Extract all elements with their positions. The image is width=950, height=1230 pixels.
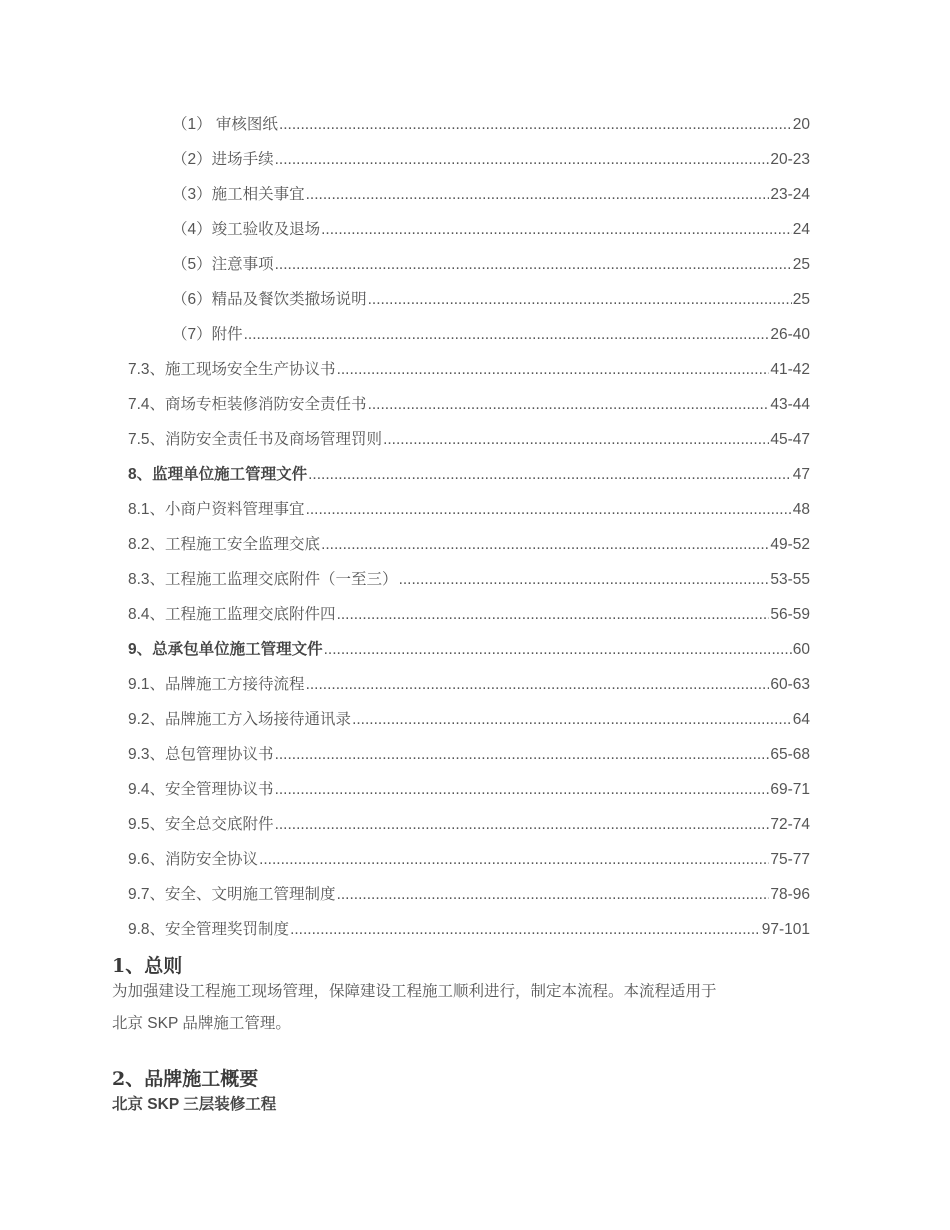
toc-entry[interactable] — [172, 177, 810, 212]
toc-dot-leader — [279, 107, 792, 142]
toc-entry-chapter[interactable] — [128, 457, 810, 492]
toc-entry-page: 20-23 — [770, 151, 810, 168]
toc-entry-label: （3）施工相关事宜 — [172, 186, 305, 203]
toc-dot-leader — [368, 282, 792, 317]
toc-entry-page: 41-42 — [770, 361, 810, 378]
toc-entry-page: 75-77 — [770, 851, 810, 868]
toc-entry-page: 48 — [792, 501, 810, 518]
toc-entry[interactable] — [128, 527, 810, 562]
toc-entry-page: 47 — [792, 466, 810, 483]
paragraph-line: 北京 SKP 品牌施工管理。 — [112, 1015, 291, 1032]
toc-entry-page: 60-63 — [770, 676, 810, 693]
toc-entry[interactable] — [128, 597, 810, 632]
toc-entry[interactable] — [172, 247, 810, 282]
toc-dot-leader — [324, 632, 792, 667]
toc-entry-page: 69-71 — [770, 781, 810, 798]
toc-entry-page: 60 — [792, 641, 810, 658]
toc-entry-label: （6）精品及餐饮类撤场说明 — [172, 291, 367, 308]
toc-dot-leader — [337, 877, 770, 912]
toc-entry[interactable] — [172, 212, 810, 247]
toc-entry[interactable] — [128, 352, 810, 387]
toc-entry[interactable] — [128, 807, 810, 842]
toc-entry-page: 20 — [792, 116, 810, 133]
toc-dot-leader — [352, 702, 792, 737]
toc-entry-chapter[interactable] — [128, 632, 810, 667]
toc-entry[interactable] — [128, 387, 810, 422]
toc-dot-leader — [275, 772, 770, 807]
toc-entry-label: 9.2、品牌施工方入场接待通讯录 — [128, 711, 352, 728]
toc-dot-leader — [399, 562, 770, 597]
toc-entry-page: 45-47 — [770, 431, 810, 448]
toc-entry-label: （2）进场手续 — [172, 151, 274, 168]
section-heading-general: 1、总则 — [112, 955, 183, 977]
toc-entry[interactable] — [172, 142, 810, 177]
toc-entry[interactable] — [128, 492, 810, 527]
toc-dot-leader — [275, 247, 792, 282]
toc-entry-label: 9.3、总包管理协议书 — [128, 746, 274, 763]
toc-dot-leader — [275, 807, 770, 842]
toc-entry-label: 9.7、安全、文明施工管理制度 — [128, 886, 336, 903]
toc-entry-label: 8.2、工程施工安全监理交底 — [128, 536, 321, 553]
toc-entry-page: 65-68 — [770, 746, 810, 763]
project-subtitle: 北京 SKP 三层装修工程 — [112, 1096, 277, 1113]
toc-entry-label: 8、监理单位施工管理文件 — [128, 466, 308, 483]
toc-dot-leader — [306, 492, 792, 527]
toc-dot-leader — [275, 142, 770, 177]
toc-dot-leader — [275, 737, 770, 772]
toc-entry[interactable] — [128, 737, 810, 772]
toc-entry[interactable] — [128, 422, 810, 457]
toc-entry-label: 7.5、消防安全责任书及商场管理罚则 — [128, 431, 383, 448]
toc-entry-page: 24 — [792, 221, 810, 238]
toc-entry-label: 8.3、工程施工监理交底附件（一至三） — [128, 571, 398, 588]
toc-entry-label: 9.6、消防安全协议 — [128, 851, 259, 868]
toc-entry-label: 9.5、安全总交底附件 — [128, 816, 274, 833]
toc-entry-label: （4）竣工验收及退场 — [172, 221, 321, 238]
toc-entry-label: 8.1、小商户资料管理事宜 — [128, 501, 305, 518]
toc-entry[interactable] — [128, 912, 810, 947]
toc-dot-leader — [321, 212, 792, 247]
toc-entry-label: 7.3、施工现场安全生产协议书 — [128, 361, 336, 378]
paragraph-line: 为加强建设工程施工现场管理，保障建设工程施工顺利进行，制定本流程。本流程适用于 — [112, 983, 717, 1000]
toc-entry-page: 25 — [792, 291, 810, 308]
toc-entry[interactable] — [128, 842, 810, 877]
toc-entry[interactable] — [128, 667, 810, 702]
toc-entry-label: （1） 审核图纸 — [172, 116, 278, 133]
toc-dot-leader — [306, 667, 770, 702]
toc-entry-page: 97-101 — [761, 921, 810, 938]
toc-entry[interactable] — [172, 317, 810, 352]
toc-entry-label: 9、总承包单位施工管理文件 — [128, 641, 323, 658]
toc-entry-page: 25 — [792, 256, 810, 273]
toc-entry-page: 72-74 — [770, 816, 810, 833]
toc-entry[interactable] — [128, 562, 810, 597]
toc-entry-label: 7.4、商场专柜装修消防安全责任书 — [128, 396, 367, 413]
toc-entry[interactable] — [128, 772, 810, 807]
toc-entry[interactable] — [172, 107, 810, 142]
toc-entry[interactable] — [128, 877, 810, 912]
toc-entry-label: 8.4、工程施工监理交底附件四 — [128, 606, 336, 623]
toc-entry[interactable] — [172, 282, 810, 317]
toc-entry-label: 9.1、品牌施工方接待流程 — [128, 676, 305, 693]
toc-entry-page: 26-40 — [770, 326, 810, 343]
toc-entry-page: 23-24 — [770, 186, 810, 203]
toc-dot-leader — [337, 352, 770, 387]
toc-entry-page: 49-52 — [770, 536, 810, 553]
toc-entry-label: （5）注意事项 — [172, 256, 274, 273]
toc-dot-leader — [368, 387, 770, 422]
toc-dot-leader — [383, 422, 769, 457]
toc-dot-leader — [244, 317, 770, 352]
toc-entry-label: （7）附件 — [172, 326, 243, 343]
toc-entry[interactable] — [128, 702, 810, 737]
toc-entry-page: 43-44 — [770, 396, 810, 413]
toc-dot-leader — [290, 912, 761, 947]
toc-dot-leader — [308, 457, 792, 492]
toc-dot-leader — [321, 527, 769, 562]
toc-entry-page: 53-55 — [770, 571, 810, 588]
toc-entry-label: 9.4、安全管理协议书 — [128, 781, 274, 798]
toc-entry-page: 64 — [792, 711, 810, 728]
toc-entry-label: 9.8、安全管理奖罚制度 — [128, 921, 290, 938]
toc-entry-page: 56-59 — [770, 606, 810, 623]
toc-dot-leader — [259, 842, 769, 877]
toc-entry-page: 78-96 — [770, 886, 810, 903]
section-heading-overview: 2、品牌施工概要 — [112, 1068, 259, 1090]
toc-dot-leader — [306, 177, 770, 212]
toc-dot-leader — [337, 597, 770, 632]
